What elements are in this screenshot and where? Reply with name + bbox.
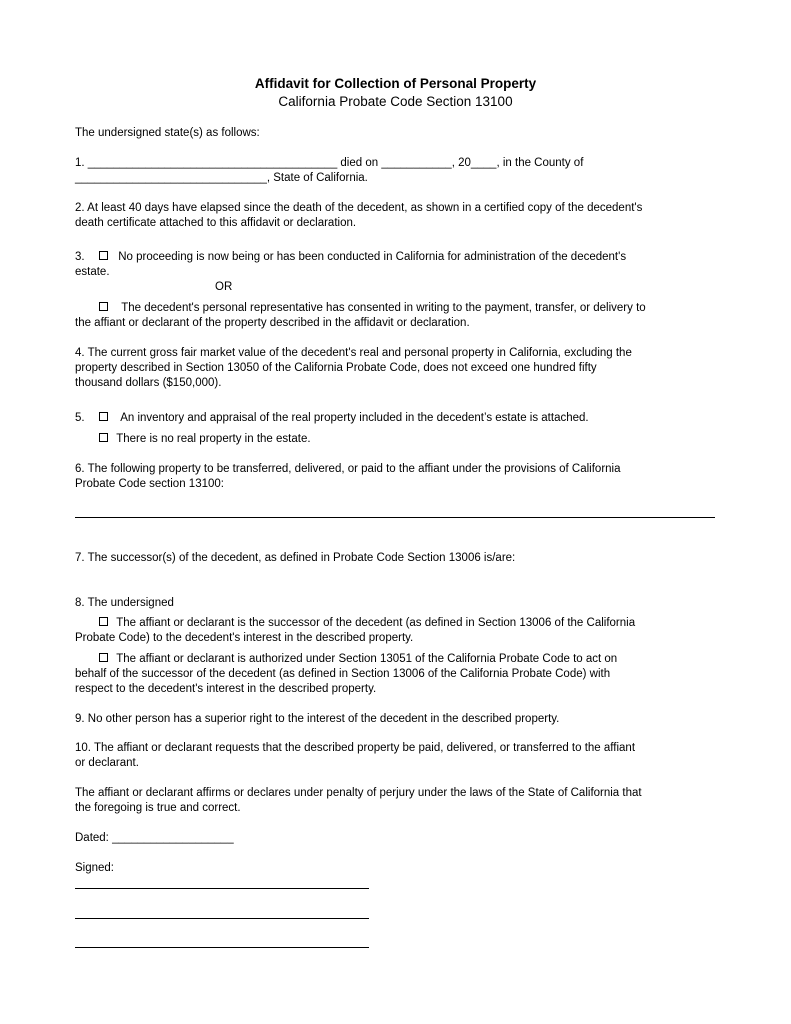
- item9-text: 9. No other person has a superior right to the interest of the decedent in the described property.: [75, 713, 560, 725]
- document-subtitle: California Probate Code Section 13100: [278, 94, 513, 109]
- checkbox-successor[interactable]: [99, 617, 108, 626]
- item5-option-b-text: There is no real property in the estate.: [116, 433, 311, 445]
- item1-line1: 1. _______________________________________ died on ___________, 20____, in the County of: [75, 157, 584, 169]
- property-blank-line[interactable]: [75, 517, 715, 518]
- affirmation-line1: The affiant or declarant affirms or declares under penalty of perjury under the laws of the State of California that: [75, 787, 642, 799]
- item4-line2: property described in Section 13050 of the California Probate Code, does not exceed one hundred fifty: [75, 362, 597, 374]
- affirmation-line2: the foregoing is true and correct.: [75, 802, 241, 814]
- signature-line-3[interactable]: [75, 947, 369, 948]
- item4-line3: thousand dollars ($150,000).: [75, 377, 222, 389]
- item8-option-b-line1: The affiant or declarant is authorized under Section 13051 of the California Probate Code to act on: [116, 653, 618, 665]
- item10-line2: or declarant.: [75, 757, 139, 769]
- signature-line-2[interactable]: [75, 918, 369, 919]
- checkbox-no-proceeding[interactable]: [99, 251, 108, 260]
- item4-line1: 4. The current gross fair market value of the decedent's real and personal property in California, excluding the: [75, 347, 632, 359]
- item6-line2: Probate Code section 13100:: [75, 478, 224, 490]
- checkbox-inventory-attached[interactable]: [99, 412, 108, 421]
- item3-option-b: [99, 301, 646, 316]
- item3-option-b-line2: the affiant or declarant of the property described in the affidavit or declaration.: [75, 317, 470, 329]
- item3-option-a-line1: No proceeding is now being or has been conducted in California for administration of the decedent's: [118, 251, 627, 263]
- item7-text: 7. The successor(s) of the decedent, as defined in Probate Code Section 13006 is/are:: [75, 552, 516, 564]
- item3-or: OR: [215, 281, 233, 293]
- item3-option-b-line1: The decedent's personal representative has consented in writing to the payment, transfer, or delivery to: [121, 302, 646, 314]
- signature-line-1[interactable]: [75, 888, 369, 889]
- item5-option-b: [99, 432, 311, 447]
- item3-number: 3.: [75, 251, 85, 263]
- item8-option-b-line2: behalf of the successor of the decedent (as defined in Section 13006 of the California Probate Code) with: [75, 668, 611, 680]
- item6-line1: 6. The following property to be transferred, delivered, or paid to the affiant under the provisions of California: [75, 463, 621, 475]
- item8-option-a-line1: The affiant or declarant is the successor of the decedent (as defined in Section 13006 of the California: [116, 617, 636, 629]
- item3-option-a-line2: estate.: [75, 266, 110, 278]
- item10-line1: 10. The affiant or declarant requests that the described property be paid, delivered, or transferred to the affiant: [75, 742, 636, 754]
- item8-option-a-line2: Probate Code) to the decedent's interest in the described property.: [75, 632, 414, 644]
- item8-option-b-line3: respect to the decedent's interest in the described property.: [75, 683, 377, 695]
- item3-option-a: [99, 250, 626, 265]
- item5-option-a-text: An inventory and appraisal of the real property included in the decedent’s estate is attached.: [120, 412, 589, 424]
- checkbox-no-real-property[interactable]: [99, 433, 108, 442]
- signed-label: Signed:: [75, 862, 115, 874]
- item2-line1: 2. At least 40 days have elapsed since the death of the decedent, as shown in a certified copy of the decedent's: [75, 202, 643, 214]
- intro-text: The undersigned state(s) as follows:: [75, 127, 260, 139]
- item8-option-a: [99, 616, 635, 631]
- checkbox-authorized[interactable]: [99, 653, 108, 662]
- item5-option-a: [99, 411, 589, 426]
- item5-number: 5.: [75, 412, 85, 424]
- document-title: Affidavit for Collection of Personal Property: [254, 76, 537, 91]
- checkbox-representative-consented[interactable]: [99, 302, 108, 311]
- dated-field[interactable]: Dated: ___________________: [75, 832, 234, 844]
- item8-heading: 8. The undersigned: [75, 597, 174, 609]
- item8-option-b: [99, 652, 617, 667]
- item2-line2: death certificate attached to this affidavit or declaration.: [75, 217, 357, 229]
- item1-line2: ______________________________, State of California.: [75, 172, 368, 184]
